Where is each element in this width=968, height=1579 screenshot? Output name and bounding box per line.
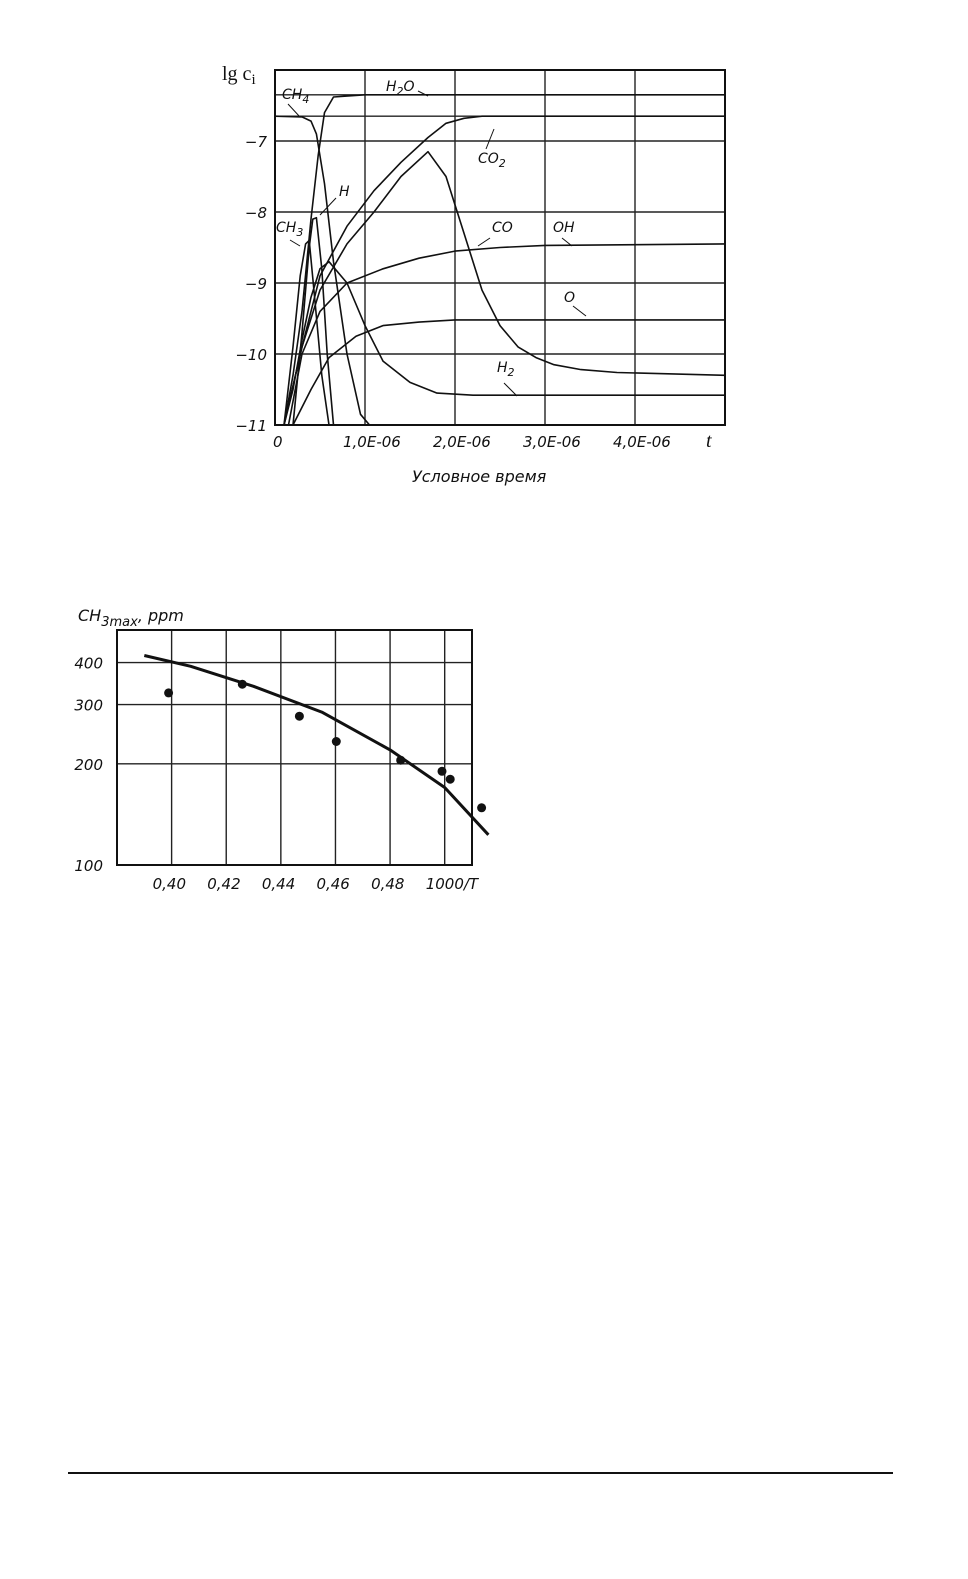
- leader-co2: [486, 129, 494, 149]
- leader-ch3: [290, 240, 300, 246]
- chart2-plot-frame: [117, 630, 472, 865]
- leader-o: [573, 306, 586, 316]
- label-co2: $CO_2$: [478, 151, 506, 170]
- chart1-x-tick-label: 1,0E-06: [343, 433, 401, 451]
- chart2-x-tick-label: 0,42: [207, 875, 241, 893]
- chart2-data-point: [446, 775, 455, 784]
- chart2-data-point: [438, 767, 447, 776]
- label-oh: OH: [553, 220, 575, 236]
- chart1-x-axis-symbol: t: [706, 430, 712, 452]
- chart1-x-tick-label: 2,0E-06: [433, 433, 491, 451]
- chart2: [74, 606, 488, 893]
- chart1-ticks: [235, 133, 671, 451]
- chart1-y-tick-label: −11: [235, 417, 267, 435]
- chart2-data-point: [477, 803, 486, 812]
- chart1-y-tick-label: −8: [244, 204, 267, 222]
- chart2-y-tick-label: 300: [74, 696, 103, 715]
- chart2-x-tick-label: 0,48: [371, 875, 405, 893]
- chart1-x-tick-label: 0: [273, 433, 283, 451]
- chart1-xlabel: Условное время: [412, 467, 547, 486]
- label-ch3: $CH_3$: [276, 220, 304, 239]
- chart1-y-tick-label: −9: [244, 275, 267, 293]
- chart2-points: [164, 680, 486, 813]
- chart2-fit-line: [144, 656, 488, 835]
- chart2-data-point: [332, 737, 341, 746]
- label-o: O: [564, 290, 576, 306]
- label-co: CO: [492, 220, 513, 236]
- series-line-h2: [284, 262, 725, 425]
- chart2-y-tick-label: 400: [74, 654, 103, 673]
- chart2-x-tick-label: 1000/T: [425, 875, 479, 893]
- chart2-x-tick-label: 0,44: [261, 875, 296, 893]
- leader-h2: [504, 383, 517, 396]
- chart2-data-point: [396, 756, 405, 765]
- label-h: H: [339, 184, 350, 200]
- chart2-x-tick-label: 0,40: [152, 875, 187, 893]
- chart2-grid: [117, 630, 472, 865]
- chart2-ticks: [74, 655, 480, 893]
- chart2-data-point: [164, 688, 173, 697]
- label-h2: $H_2$: [497, 360, 515, 379]
- series-line-h: [293, 218, 334, 425]
- chart1-y-tick-label: −10: [235, 346, 267, 364]
- chart2-x-tick-label: 0,46: [316, 875, 350, 893]
- chart2-data-point: [238, 680, 247, 689]
- leader-co: [478, 238, 490, 246]
- leader-ch4: [288, 104, 300, 117]
- chart2-y-tick-label: 100: [74, 857, 103, 875]
- chart1: [222, 63, 725, 486]
- chart2-data-point: [295, 712, 304, 721]
- label-h2o: $H_2O$: [386, 79, 415, 98]
- chart1-y-tick-label: −7: [244, 133, 267, 151]
- chart1-x-tick-label: 4,0E-06: [613, 433, 671, 451]
- chart1-x-tick-label: 3,0E-06: [523, 433, 581, 451]
- chart2-ylabel: $CH_{3max}$, ppm: [78, 606, 184, 630]
- label-ch4: $CH_4$: [282, 87, 310, 106]
- chart2-fit-group: [144, 656, 488, 835]
- chart2-y-tick-label: 200: [74, 755, 103, 774]
- chart1-ylabel: $\lg c_i$: [222, 63, 256, 88]
